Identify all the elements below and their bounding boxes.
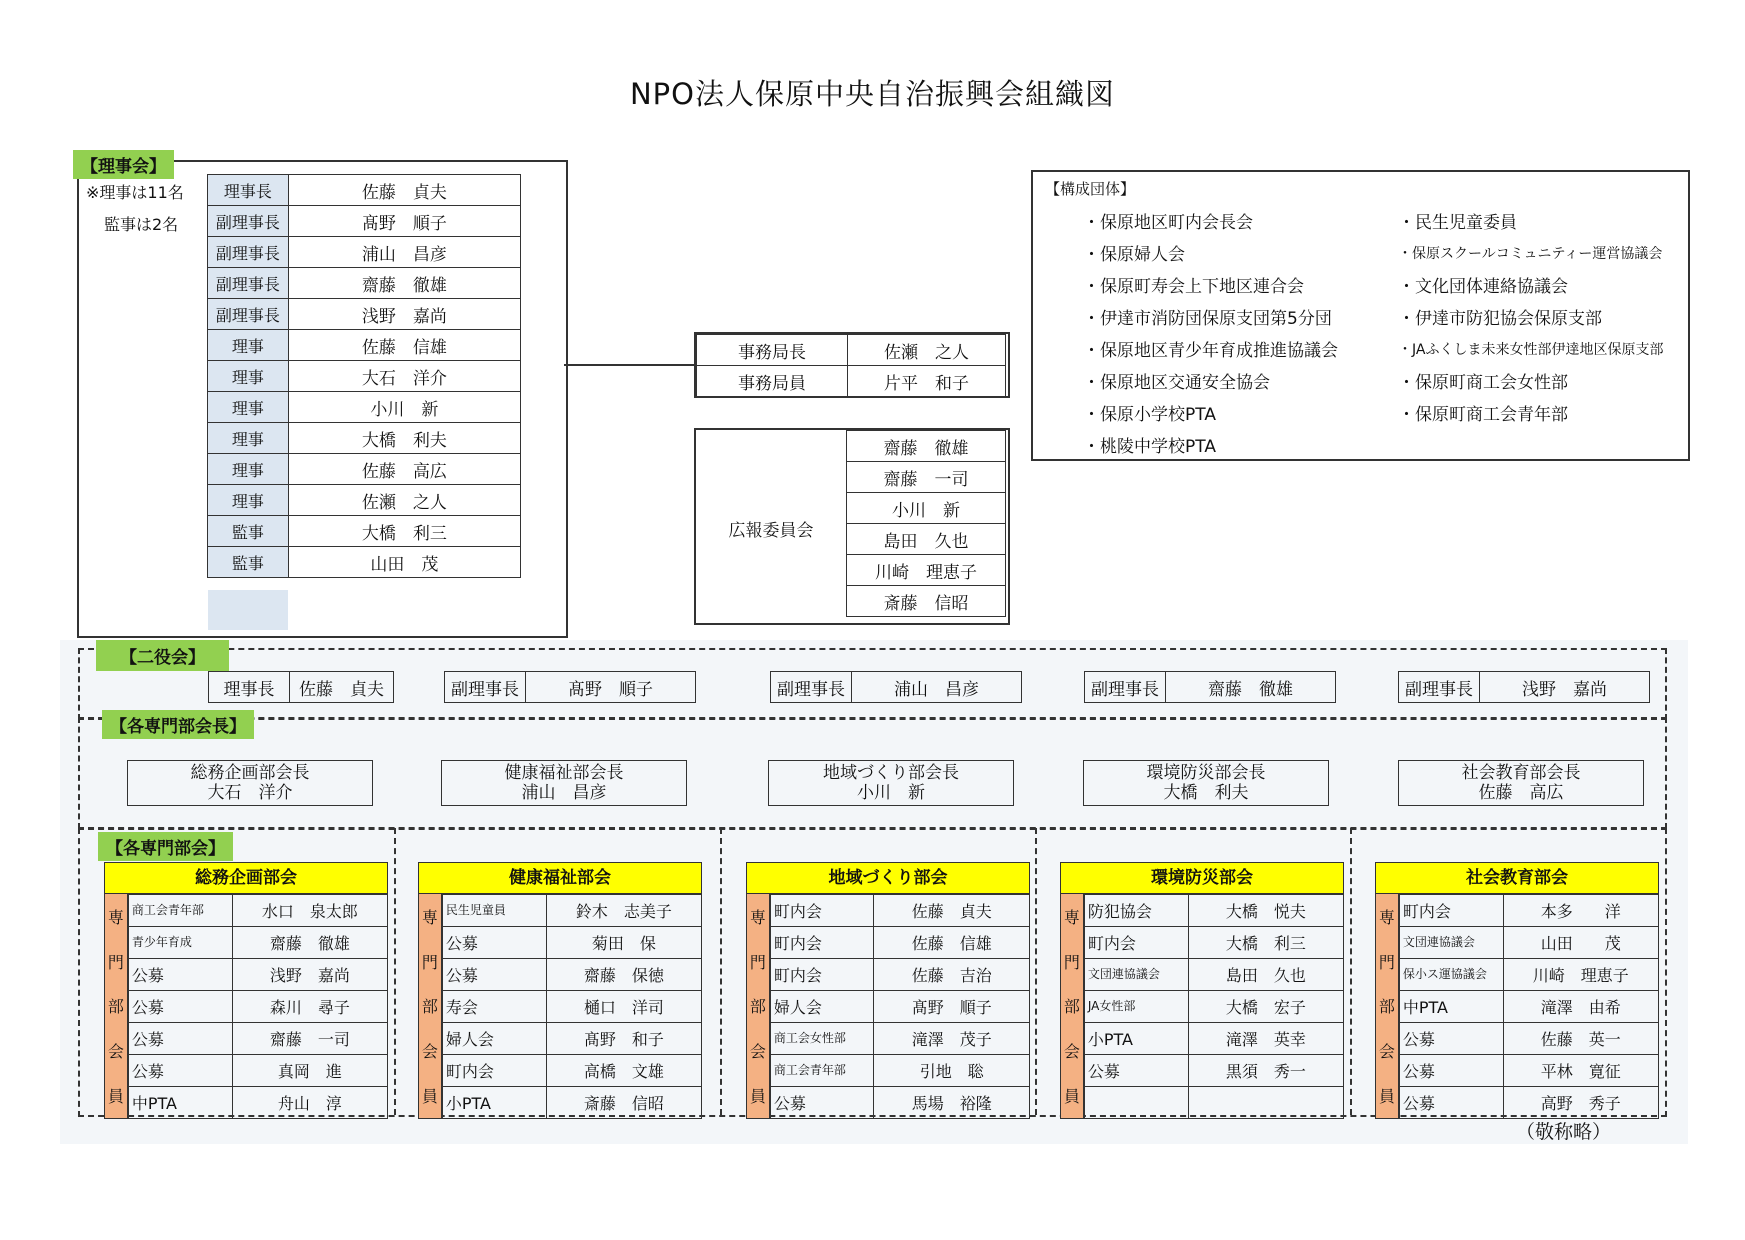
member-org: 防犯協会 — [1084, 895, 1188, 927]
constituent-item: ・保原婦人会 — [1083, 245, 1185, 265]
department-body — [746, 894, 1030, 1119]
pr-member-name: 斎藤 信昭 — [847, 586, 1006, 617]
secretariat-name: 佐瀬 之人 — [848, 335, 1006, 366]
board-role: 理事 — [208, 454, 289, 485]
member-org: 公募 — [770, 1087, 874, 1119]
board-row — [208, 175, 521, 206]
member-org: 公募 — [1399, 1023, 1503, 1055]
constituent-item: ・文化団体連絡協議会 — [1398, 277, 1568, 297]
department-body — [1060, 894, 1344, 1119]
department-side-label — [1060, 894, 1084, 1119]
member-name: 真岡 進 — [232, 1055, 387, 1087]
department-block — [104, 862, 388, 1119]
secretariat-table — [696, 334, 1006, 397]
board-row — [208, 237, 521, 268]
executive-pair — [1398, 671, 1650, 703]
member-org: 公募 — [1399, 1087, 1503, 1119]
page-title: NPO法人保原中央自治振興会組織図 — [629, 77, 1115, 111]
side-label-char: 部 — [1378, 997, 1395, 1017]
member-name: 樋口 洋司 — [546, 991, 701, 1023]
chiefs-label: 【各専門部会長】 — [102, 710, 254, 739]
constituent-item: ・保原町商工会青年部 — [1398, 405, 1568, 425]
chief-box — [1083, 760, 1329, 806]
executive-role: 理事長 — [209, 672, 290, 702]
member-org: 公募 — [442, 927, 546, 959]
executive-role: 副理事長 — [1399, 672, 1480, 702]
member-org: 町内会 — [1399, 895, 1503, 927]
department-member-row — [1399, 927, 1658, 959]
member-org: 公募 — [128, 1055, 232, 1087]
member-org: 民生児童員 — [442, 895, 546, 927]
executive-name: 浦山 昌彦 — [894, 679, 979, 700]
department-members-table — [770, 894, 1030, 1119]
member-org: 公募 — [128, 1023, 232, 1055]
executive-pair — [444, 671, 696, 703]
department-member-row — [1399, 991, 1658, 1023]
side-label-char: 員 — [749, 1087, 766, 1107]
department-member-row — [770, 959, 1029, 991]
side-label-char: 専 — [1063, 907, 1080, 927]
department-member-row — [1399, 1055, 1658, 1087]
member-name: 平林 寛征 — [1503, 1055, 1659, 1087]
board-member-name: 小川 新 — [288, 392, 520, 423]
member-name: 齋藤 徹雄 — [232, 927, 387, 959]
chief-name: 浦山 昌彦 — [521, 783, 607, 803]
department-member-row — [770, 1087, 1029, 1119]
department-members-table — [128, 894, 388, 1119]
member-org: 寿会 — [442, 991, 546, 1023]
pr-row — [847, 431, 1006, 462]
executive-name: 齋藤 徹雄 — [1208, 679, 1293, 700]
department-members-table — [1399, 894, 1659, 1119]
department-member-row — [128, 959, 387, 991]
member-name: 髙野 順子 — [874, 991, 1030, 1023]
member-org: 保小ス運協議会 — [1399, 959, 1503, 991]
member-name: 水口 泉太郎 — [232, 895, 387, 927]
chief-name: 大橋 利夫 — [1163, 783, 1249, 803]
board-row — [208, 423, 521, 454]
board-note-auditors: 監事は2名 — [104, 215, 179, 234]
member-name: 舟山 淳 — [232, 1087, 387, 1119]
board-member-name: 佐藤 貞夫 — [288, 175, 520, 206]
member-org: 文団連協議会 — [1399, 927, 1503, 959]
department-block — [746, 862, 1030, 1119]
board-member-name: 浦山 昌彦 — [288, 237, 520, 268]
department-member-row — [128, 1087, 387, 1119]
department-header: 健康福祉部会 — [418, 862, 702, 894]
board-row — [208, 485, 521, 516]
chief-box — [127, 760, 373, 806]
member-org: 青少年育成 — [128, 927, 232, 959]
side-label-char: 会 — [421, 1042, 438, 1062]
member-org: 商工会青年部 — [128, 895, 232, 927]
board-row — [208, 547, 521, 578]
side-label-char: 門 — [1063, 952, 1080, 972]
department-member-row — [442, 895, 701, 927]
constituents-box — [1031, 170, 1690, 461]
department-members-table — [1084, 894, 1344, 1119]
board-member-name: 大橋 利夫 — [288, 423, 520, 454]
secretariat-row — [697, 366, 1006, 397]
member-name: 川崎 理恵子 — [1503, 959, 1659, 991]
department-member-row — [442, 959, 701, 991]
board-role: 理事 — [208, 423, 289, 454]
member-org: 商工会青年部 — [770, 1055, 874, 1087]
side-label-char: 会 — [1378, 1042, 1395, 1062]
pr-committee-label: 広報委員会 — [728, 521, 814, 541]
department-member-row — [128, 927, 387, 959]
member-name: 齋藤 保徳 — [546, 959, 701, 991]
member-name: 佐藤 吉治 — [874, 959, 1030, 991]
secretariat-role: 事務局長 — [697, 335, 848, 366]
board-role: 監事 — [208, 547, 289, 578]
member-org — [1084, 1087, 1188, 1119]
executive-role: 副理事長 — [445, 672, 526, 702]
executive-name: 浅野 嘉尚 — [1522, 679, 1607, 700]
board-row — [208, 516, 521, 547]
member-name: 浅野 嘉尚 — [232, 959, 387, 991]
board-note-directors: ※理事は11名 — [86, 183, 184, 202]
secretariat-role: 事務局員 — [697, 366, 848, 397]
member-org: 中PTA — [128, 1087, 232, 1119]
board-member-name: 大橋 利三 — [288, 516, 520, 547]
pr-row — [847, 555, 1006, 586]
side-label-char: 部 — [421, 997, 438, 1017]
pr-row — [847, 493, 1006, 524]
constituents-label: 【構成団体】 — [1045, 180, 1136, 198]
board-member-name: 佐藤 高広 — [288, 454, 520, 485]
side-label-char: 専 — [1378, 907, 1395, 927]
board-row — [208, 299, 521, 330]
department-member-row — [770, 895, 1029, 927]
department-body — [104, 894, 388, 1119]
executive-pair — [1084, 671, 1336, 703]
executive-name: 髙野 順子 — [568, 679, 653, 700]
board-role: 監事 — [208, 516, 289, 547]
board-row — [208, 454, 521, 485]
department-body — [418, 894, 702, 1119]
member-org: 文団連協議会 — [1084, 959, 1188, 991]
departments-label: 【各専門部会】 — [98, 832, 233, 861]
board-role: 理事 — [208, 485, 289, 516]
member-org: 小PTA — [1084, 1023, 1188, 1055]
board-role: 副理事長 — [208, 206, 289, 237]
member-name: 齋藤 一司 — [232, 1023, 387, 1055]
department-header: 地域づくり部会 — [746, 862, 1030, 894]
member-org: 町内会 — [1084, 927, 1188, 959]
secretariat-row — [697, 335, 1006, 366]
pr-member-name: 齋藤 徹雄 — [847, 431, 1006, 462]
member-name — [1188, 1087, 1343, 1119]
chief-title: 環境防災部会長 — [1146, 763, 1266, 783]
department-member-row — [1399, 1087, 1658, 1119]
chief-box — [768, 760, 1014, 806]
department-header: 社会教育部会 — [1375, 862, 1659, 894]
member-name: 馬場 裕隆 — [874, 1087, 1030, 1119]
department-block — [1375, 862, 1659, 1119]
department-member-row — [1084, 1055, 1343, 1087]
constituent-item: ・JAふくしま未来女性部伊達地区保原支部 — [1398, 342, 1664, 358]
side-label-char: 員 — [107, 1087, 124, 1107]
member-name: 島田 久也 — [1188, 959, 1343, 991]
member-org: 公募 — [128, 959, 232, 991]
department-member-row — [442, 1087, 701, 1119]
board-member-name: 髙野 順子 — [288, 206, 520, 237]
member-org: 公募 — [128, 991, 232, 1023]
member-name: 大橋 悦夫 — [1188, 895, 1343, 927]
member-org: 婦人会 — [770, 991, 874, 1023]
constituent-item: ・保原地区青少年育成推進協議会 — [1083, 341, 1338, 361]
chief-title: 地域づくり部会長 — [823, 763, 959, 783]
executive-name: 佐藤 貞夫 — [299, 679, 384, 700]
department-member-row — [128, 1023, 387, 1055]
department-member-row — [1399, 895, 1658, 927]
constituent-item: ・保原小学校PTA — [1083, 405, 1216, 425]
member-org: 公募 — [1084, 1055, 1188, 1087]
pr-row — [847, 462, 1006, 493]
member-org: 中PTA — [1399, 991, 1503, 1023]
side-label-char: 門 — [749, 952, 766, 972]
board-member-name: 大石 洋介 — [288, 361, 520, 392]
member-name: 滝澤 茂子 — [874, 1023, 1030, 1055]
pr-row — [847, 524, 1006, 555]
board-row — [208, 392, 521, 423]
board-role: 副理事長 — [208, 299, 289, 330]
executive-pair — [770, 671, 1022, 703]
member-name: 大橋 利三 — [1188, 927, 1343, 959]
constituent-item: ・保原スクールコミュニティー運営協議会 — [1398, 246, 1663, 262]
board-table — [207, 174, 521, 578]
member-org: 町内会 — [442, 1055, 546, 1087]
member-name: 佐藤 貞夫 — [874, 895, 1030, 927]
department-member-row — [770, 927, 1029, 959]
side-label-char: 部 — [107, 997, 124, 1017]
chief-name: 大石 洋介 — [207, 783, 293, 803]
chief-name: 小川 新 — [857, 783, 925, 803]
member-name: 佐藤 信雄 — [874, 927, 1030, 959]
board-role-shade — [208, 590, 288, 630]
secretariat-name: 片平 和子 — [848, 366, 1006, 397]
board-role: 理事 — [208, 330, 289, 361]
chief-title: 健康福祉部会長 — [504, 763, 624, 783]
department-member-row — [1084, 991, 1343, 1023]
department-member-row — [1084, 959, 1343, 991]
member-name: 高橋 文雄 — [546, 1055, 701, 1087]
executive-role: 副理事長 — [1085, 672, 1166, 702]
dept-divider-1 — [394, 828, 396, 1115]
footer-note: （敬称略） — [1516, 1121, 1612, 1143]
board-row — [208, 206, 521, 237]
department-body — [1375, 894, 1659, 1119]
board-role: 理事 — [208, 392, 289, 423]
board-member-name: 山田 茂 — [288, 547, 520, 578]
department-member-row — [128, 991, 387, 1023]
board-row — [208, 330, 521, 361]
department-member-row — [770, 1023, 1029, 1055]
dept-divider-4 — [1350, 828, 1352, 1115]
member-name: 鈴木 志美子 — [546, 895, 701, 927]
board-row — [208, 361, 521, 392]
side-label-char: 員 — [1063, 1087, 1080, 1107]
pr-committee-table — [846, 430, 1006, 617]
department-member-row — [1084, 1087, 1343, 1119]
chief-box — [441, 760, 687, 806]
member-org: 婦人会 — [442, 1023, 546, 1055]
board-member-name: 佐藤 信雄 — [288, 330, 520, 361]
department-side-label — [746, 894, 770, 1119]
member-org: 公募 — [1399, 1055, 1503, 1087]
department-header: 環境防災部会 — [1060, 862, 1344, 894]
pr-member-name: 小川 新 — [847, 493, 1006, 524]
side-label-char: 会 — [107, 1042, 124, 1062]
board-role: 理事長 — [208, 175, 289, 206]
side-label-char: 員 — [1378, 1087, 1395, 1107]
member-name: 高野 秀子 — [1503, 1087, 1659, 1119]
side-label-char: 門 — [107, 952, 124, 972]
department-side-label — [1375, 894, 1399, 1119]
member-name: 森川 尋子 — [232, 991, 387, 1023]
department-member-row — [442, 927, 701, 959]
department-member-row — [1084, 895, 1343, 927]
member-name: 髙野 和子 — [546, 1023, 701, 1055]
member-name: 黒須 秀一 — [1188, 1055, 1343, 1087]
constituent-item: ・保原地区交通安全協会 — [1083, 373, 1270, 393]
department-member-row — [1084, 1023, 1343, 1055]
chief-title: 総務企画部会長 — [190, 763, 310, 783]
board-member-name: 齋藤 徹雄 — [288, 268, 520, 299]
constituent-item: ・伊達市消防団保原支団第5分団 — [1083, 309, 1332, 329]
member-name: 滝澤 由希 — [1503, 991, 1659, 1023]
constituent-item: ・桃陵中学校PTA — [1083, 437, 1216, 457]
board-role: 副理事長 — [208, 268, 289, 299]
department-member-row — [442, 1055, 701, 1087]
board-row — [208, 268, 521, 299]
side-label-char: 専 — [749, 907, 766, 927]
department-members-table — [442, 894, 702, 1119]
department-block — [418, 862, 702, 1119]
constituent-item: ・伊達市防犯協会保原支部 — [1398, 309, 1602, 329]
executive-pair — [208, 671, 394, 703]
side-label-char: 員 — [421, 1087, 438, 1107]
chief-name: 佐藤 高広 — [1478, 783, 1564, 803]
department-header: 総務企画部会 — [104, 862, 388, 894]
member-name: 大橋 宏子 — [1188, 991, 1343, 1023]
department-member-row — [1084, 927, 1343, 959]
member-org: 公募 — [442, 959, 546, 991]
department-member-row — [128, 895, 387, 927]
department-side-label — [104, 894, 128, 1119]
constituent-item: ・保原町寿会上下地区連合会 — [1083, 277, 1304, 297]
pr-member-name: 齋藤 一司 — [847, 462, 1006, 493]
member-name: 山田 茂 — [1503, 927, 1659, 959]
member-name: 斎藤 信昭 — [546, 1087, 701, 1119]
member-name: 菊田 保 — [546, 927, 701, 959]
department-block — [1060, 862, 1344, 1119]
constituent-item: ・民生児童委員 — [1398, 213, 1517, 233]
dept-divider-2 — [720, 828, 722, 1115]
side-label-char: 部 — [1063, 997, 1080, 1017]
pr-member-name: 川崎 理恵子 — [847, 555, 1006, 586]
member-org: 小PTA — [442, 1087, 546, 1119]
executives-label: 【二役会】 — [96, 640, 229, 671]
side-label-char: 会 — [1063, 1042, 1080, 1062]
department-member-row — [770, 991, 1029, 1023]
side-label-char: 専 — [421, 907, 438, 927]
department-member-row — [770, 1055, 1029, 1087]
board-role: 理事 — [208, 361, 289, 392]
side-label-char: 専 — [107, 907, 124, 927]
department-side-label — [418, 894, 442, 1119]
member-org: 町内会 — [770, 959, 874, 991]
department-member-row — [128, 1055, 387, 1087]
constituent-item: ・保原町商工会女性部 — [1398, 373, 1568, 393]
board-role: 副理事長 — [208, 237, 289, 268]
department-member-row — [1399, 959, 1658, 991]
board-member-name: 佐瀬 之人 — [288, 485, 520, 516]
constituent-item: ・保原地区町内会長会 — [1083, 213, 1253, 233]
department-member-row — [1399, 1023, 1658, 1055]
member-name: 引地 聡 — [874, 1055, 1030, 1087]
member-name: 佐藤 英一 — [1503, 1023, 1659, 1055]
member-org: 町内会 — [770, 895, 874, 927]
connector-line — [564, 364, 694, 366]
board-label: 【理事会】 — [73, 150, 174, 179]
pr-row — [847, 586, 1006, 617]
member-name: 滝澤 英幸 — [1188, 1023, 1343, 1055]
side-label-char: 会 — [749, 1042, 766, 1062]
department-member-row — [442, 1023, 701, 1055]
executive-role: 副理事長 — [771, 672, 852, 702]
department-member-row — [442, 991, 701, 1023]
member-org: 町内会 — [770, 927, 874, 959]
side-label-char: 門 — [1378, 952, 1395, 972]
chief-title: 社会教育部会長 — [1461, 763, 1581, 783]
member-org: 商工会女性部 — [770, 1023, 874, 1055]
chief-box — [1398, 760, 1644, 806]
member-org: JA女性部 — [1084, 991, 1188, 1023]
side-label-char: 部 — [749, 997, 766, 1017]
pr-member-name: 島田 久也 — [847, 524, 1006, 555]
board-member-name: 浅野 嘉尚 — [288, 299, 520, 330]
dept-divider-3 — [1035, 828, 1037, 1115]
member-name: 本多 洋 — [1503, 895, 1659, 927]
side-label-char: 門 — [421, 952, 438, 972]
